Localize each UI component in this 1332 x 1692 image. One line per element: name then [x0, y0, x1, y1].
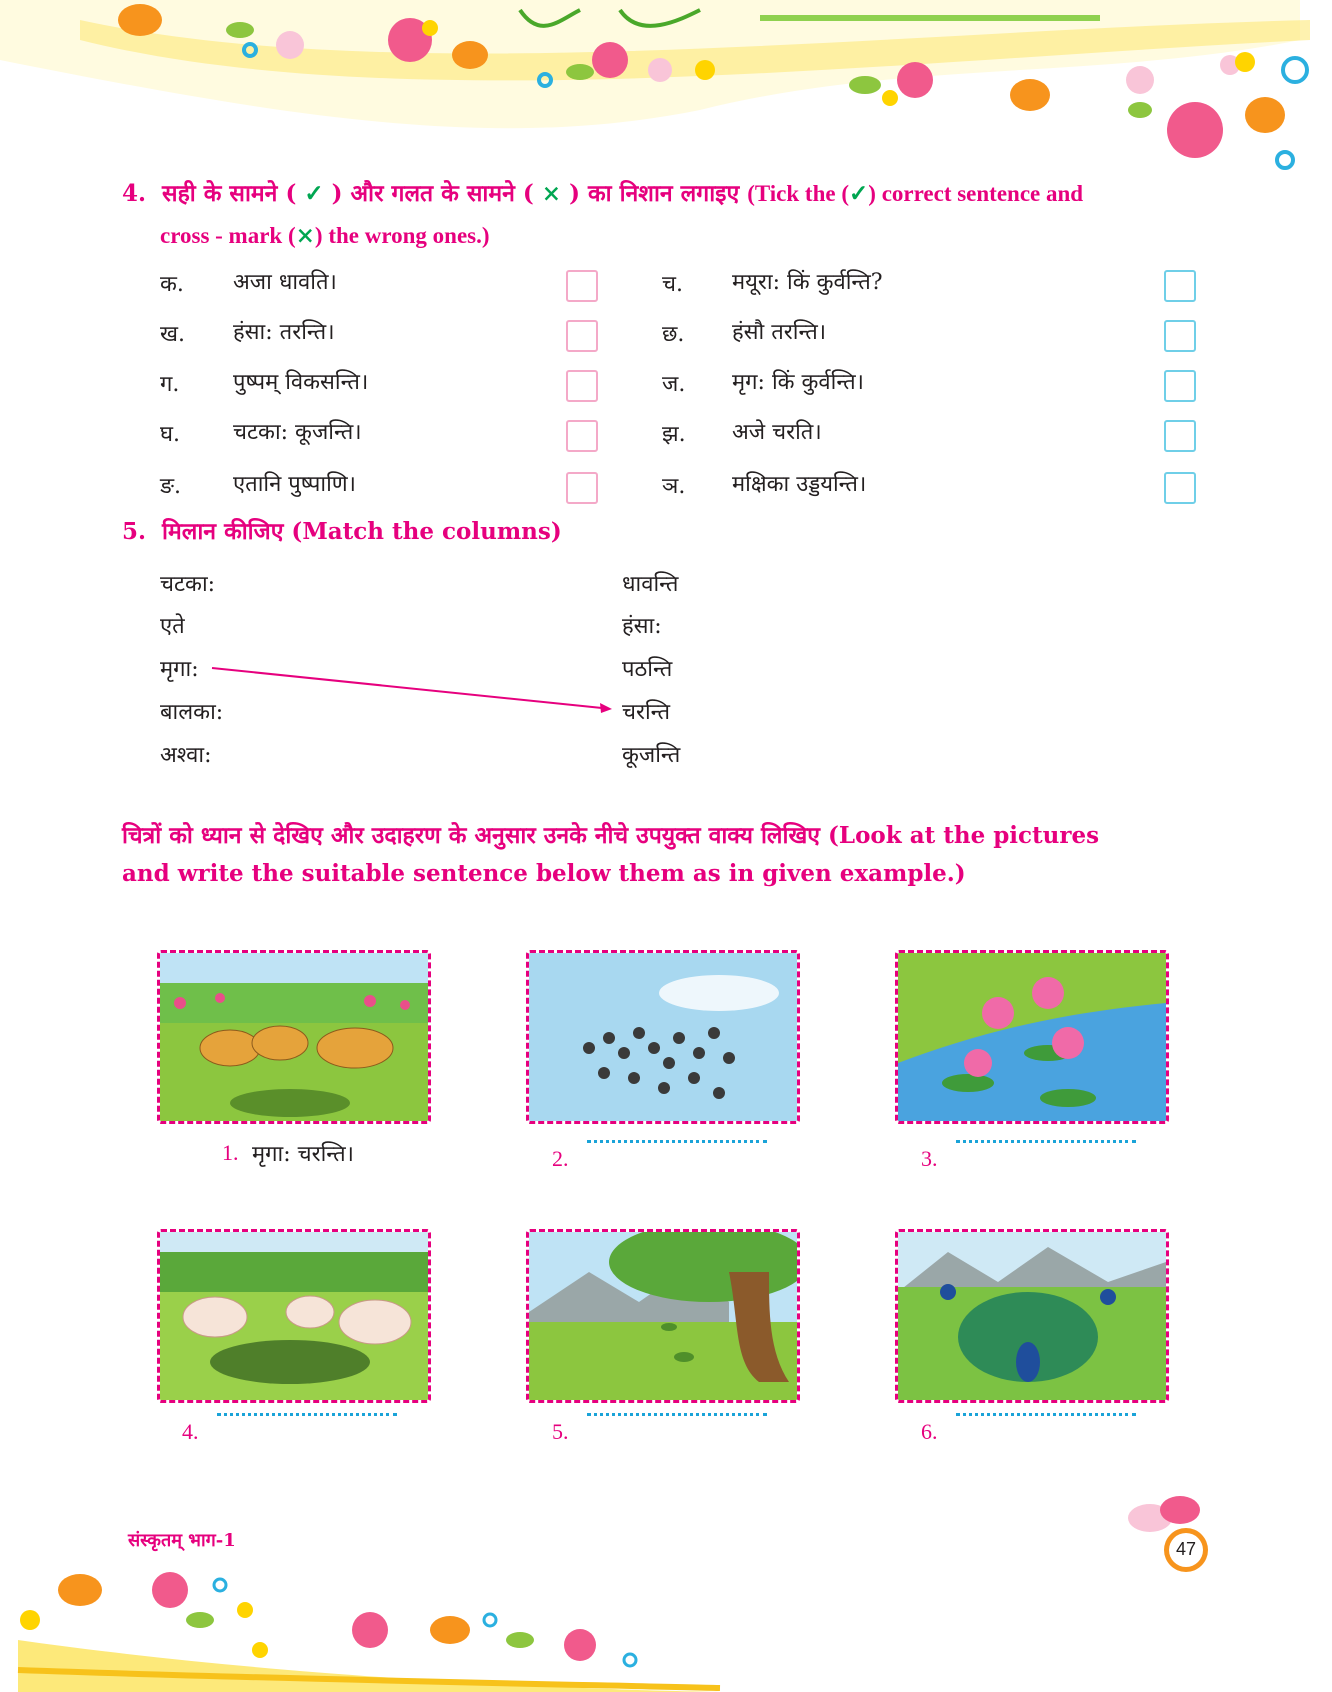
cross-icon-2: × [295, 222, 315, 249]
q5-left-1: चटका: [160, 572, 216, 597]
cross-icon: × [541, 180, 562, 207]
picture-lotus-pond [895, 950, 1169, 1124]
q4-number: 4. [122, 180, 147, 207]
footer-book-title: संस्कृतम् भाग-1 [128, 1530, 236, 1551]
picture-tree-leaves-falling [526, 1229, 800, 1403]
pictures-instruction-2: and write the suitable sentence below them as in given example.) [122, 860, 966, 887]
q4-title-hi-3: ) का निशान लगाइए [569, 180, 740, 207]
q4-right-text-5: मक्षिका उड्डयन्ति। [732, 472, 867, 497]
q5-right-4: चरन्ति [622, 700, 670, 725]
answer-number-3: 3. [921, 1146, 938, 1171]
q4-right-text-2: हंसौ तरन्ति। [732, 320, 827, 345]
q4-left-label-1: क. [160, 272, 184, 297]
q4-left-text-5: एतानि पुष्पाणि। [233, 472, 357, 497]
q4-left-text-1: अजा धावति। [233, 270, 337, 295]
q4-title-en-2: ) correct sentence and [868, 181, 1084, 206]
q4-right-label-2: छ. [662, 322, 685, 347]
q4-right-text-1: मयूरा: किं कुर्वन्ति? [732, 270, 883, 295]
answer-line-5[interactable] [587, 1413, 767, 1416]
answer-number-2: 2. [552, 1146, 569, 1171]
q4-title-hi-1: सही के सामने ( [162, 180, 297, 207]
answer-line-2[interactable] [587, 1140, 767, 1143]
answer-line-4[interactable] [217, 1413, 397, 1416]
picture-peacocks-dancing [895, 1229, 1169, 1403]
q5-left-4: बालका: [160, 700, 224, 725]
picture-flies-flying [526, 950, 800, 1124]
answer-number-1: 1. [222, 1140, 239, 1165]
q4-right-text-3: मृग: किं कुर्वन्ति। [732, 370, 865, 395]
q5-left-5: अश्वा: [160, 743, 212, 768]
picture-goats-grazing [157, 1229, 431, 1403]
q4-right-label-1: च. [662, 272, 683, 297]
q4-right-label-4: झ. [662, 422, 686, 447]
q5-match-arrow [0, 0, 1332, 800]
q4-title-en-3: cross - mark ( [160, 223, 296, 248]
q4-left-label-4: घ. [160, 422, 180, 447]
answer-number-5: 5. [552, 1419, 569, 1444]
q4-left-text-3: पुष्पम् विकसन्ति। [233, 370, 369, 395]
q4-title-hi-2: ) और गलत के सामने ( [331, 180, 534, 207]
q4-left-text-2: हंसा: तरन्ति। [233, 320, 335, 345]
pictures-instruction-1: चित्रों को ध्यान से देखिए और उदाहरण के अनुसार उनके नीचे उपयुक्त वाक्य लिखिए (Look at the pictures [122, 822, 1100, 849]
answer-line-6[interactable] [956, 1413, 1136, 1416]
picture-deer-grazing [157, 950, 431, 1124]
q5-left-3: मृगा: [160, 657, 199, 682]
q5-right-5: कूजन्ति [622, 743, 681, 768]
q5-right-1: धावन्ति [622, 572, 679, 597]
q4-left-label-2: ख. [160, 322, 185, 347]
q4-right-label-5: ञ. [662, 474, 686, 499]
page-number: 47 [1175, 1539, 1197, 1559]
q5-left-2: एते [160, 614, 185, 639]
tick-icon-2: ✓ [849, 180, 869, 207]
answer-line-3[interactable] [956, 1140, 1136, 1143]
answer-number-6: 6. [921, 1419, 938, 1444]
q4-left-text-4: चटका: कूजन्ति। [233, 420, 362, 445]
q5-title: मिलान कीजिए (Match the columns) [162, 518, 562, 545]
q5-right-2: हंसा: [622, 614, 662, 639]
q4-right-label-3: ज. [662, 372, 686, 397]
answer-number-4: 4. [182, 1419, 199, 1444]
q4-title-en-4: ) the wrong ones.) [314, 223, 490, 248]
q4-title-en-1: (Tick the ( [747, 181, 849, 206]
q4-left-label-5: ङ. [160, 474, 182, 499]
q4-left-label-3: ग. [160, 372, 180, 397]
q4-right-text-4: अजे चरति। [732, 420, 822, 445]
answer-text-1: मृगा: चरन्ति। [252, 1142, 354, 1167]
tick-icon: ✓ [304, 180, 324, 207]
q5-number: 5. [122, 518, 147, 545]
q5-right-3: पठन्ति [622, 657, 673, 682]
bottom-decorative-border [0, 1560, 1332, 1692]
